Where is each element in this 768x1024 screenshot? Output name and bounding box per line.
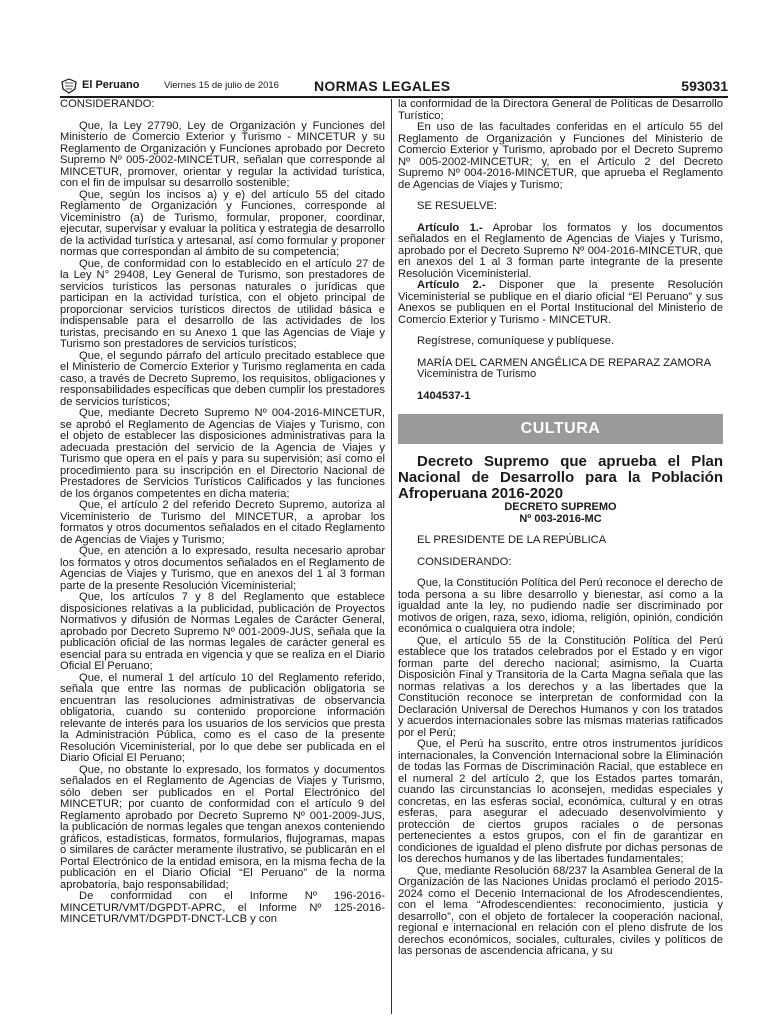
document-number: 1404537-1 (417, 389, 471, 402)
considerando-heading-2: CONSIDERANDO: (417, 555, 512, 568)
page-number: 593031 (681, 78, 728, 94)
signer-name: MARÍA DEL CARMEN ANGÉLICA DE REPARAZ ZAMORA (417, 356, 712, 369)
article-1 (398, 223, 723, 281)
coat-of-arms-icon (60, 78, 78, 94)
page-header (60, 78, 728, 98)
paragraph-continuation: la conformidad de la Directora General de Políticas de Desarrollo Turístico; (398, 99, 723, 122)
publication-name: El Peruano (82, 79, 140, 91)
paragraph: Que, el segundo párrafo del artículo precitado establece que el Ministerio de Comercio Exterior y Turismo reglamenta en cada caso, a través de Decreto Supremo, los requisitos, obligaciones y responsabilidades específicas que deben cumplir los prestadores de servicios turísticos; (60, 349, 385, 408)
paragraph: Que, el numeral 1 del artículo 10 del Reglamento referido, señala que entre las normas de publicación obligatoria se encuentran las resoluciones administrativas de observancia obligatoria, cuando su contenido proporcione información relevante de interés para los usuarios de los servicios que presta la Administración Pública, como es el caso de la presente Resolución Viceministerial, por lo que debe ser publicada en el Diario Oficial El Peruano; (60, 671, 385, 764)
resuelve-heading: SE RESUELVE: (417, 200, 497, 212)
decree-number (398, 502, 723, 525)
president-heading: EL PRESIDENTE DE LA REPÚBLICA (417, 534, 607, 546)
decree-code: Nº 003-2016-MC (519, 512, 602, 525)
article-2-label: Artículo 2.- (417, 279, 486, 291)
left-column (60, 99, 385, 1014)
signer-role: Viceministra de Turismo (417, 368, 537, 380)
paragraph: De conformidad con el Informe Nº 196-2016-MINCETUR/VMT/DGPDT-APRC, el Informe Nº 125-2016-MINCETUR/VMT/DGPDT-DNCT-LCB y con (60, 890, 385, 925)
paragraph: Que, la Constitución Política del Perú reconoce el derecho de toda persona a su libre desarrollo y bienestar, así como a la igualdad ante la ley, no pudiendo nadie ser discriminado por motivos de origen, raza, sexo, idioma, religión, opinión, condición económica o cualquiera otra índole; (398, 577, 723, 635)
section-banner-cultura: CULTURA (398, 414, 723, 444)
decree-label: DECRETO SUPREMO (504, 501, 617, 513)
paragraph: Que, el artículo 55 de la Constitución Política del Perú establece que los tratados celebrados por el Estado y en vigor forman parte del derecho nacional; asimismo, la Cuarta Disposición Final y Transitoria de la Carta Magna señala que las normas relativas a los derechos y a las libertades que la Constitución reconoce se interpretan de conformidad con la Declaración Universal de Derechos Humanos y con los tratados y acuerdos internacionales sobre las mismas materias ratificados por el Perú; (398, 634, 723, 739)
paragraph: Que, de conformidad con lo establecido en el artículo 27 de la Ley N° 29408, Ley General de Turismo, son prestadores de servicios turísticos las personas naturales o jurídicas que participan en la actividad turística, con el objeto principal de proporcionar servicios turísticos directos de utilidad básica e indispensable para el desarrollo de las actividades de los turistas, precisando en su Anexo 1 que las Agencias de Viaje y Turismo son prestadores de servicios turísticos; (60, 257, 385, 350)
paragraph: Que, mediante Decreto Supremo Nº 004-2016-MINCETUR, se aprobó el Reglamento de Agencias de Viajes y Turismo, con el objeto de establecer las disposiciones administrativas para la adecuada prestación del servicio de la Agencia de Viajes y Turismo que opera en el país y para su supervisión; así como el procedimiento para su inscripción en el Directorio Nacional de Prestadores de Servicios Turísticos Calificados y las funciones de los órganos competentes en dicha materia; (60, 407, 385, 500)
article-2-text: Disponer que la presente Resolución Viceministerial se publique en el diario oficial “El Peruano” y sus Anexos se publiquen en el Portal Institucional del Ministerio de Comercio Exterior y Turismo - MINCETUR. (398, 279, 723, 326)
decree-title: Decreto Supremo que aprueba el Plan Nacional de Desarrollo para la Población Afroperuana 2016-2020 (398, 453, 723, 502)
paragraph: Que, los artículos 7 y 8 del Reglamento que establece disposiciones relativas a la publicidad, publicación de Proyectos Normativos y difusión de Normas Legales de Carácter General, aprobado por Decreto Supremo Nº 001-2009-JUS, señala que la publicación oficial de las normas legales de carácter general es esencial para su entrada en vigencia y que se realiza en el Diario Oficial El Peruano; (60, 591, 385, 672)
paragraph: Que, el Perú ha suscrito, entre otros instrumentos jurídicos internacionales, la Convención Internacional sobre la Eliminación de todas las Formas de Discriminación Racial, que establece en el numeral 2 del artículo 2, que los Estados partes tomarán, cuando las circunstancias lo aconsejen, medidas especiales y concretas, en las esferas social, económica, cultural y en otras esferas, para asegurar el adecuado desenvolvimiento y protección de ciertos grupos raciales o de personas pertenecientes a estos grupos, con el fin de garantizar en condiciones de igualdad el pleno disfrute por dichas personas de los derechos humanos y de las libertades fundamentales; (398, 738, 723, 865)
paragraph: Que, no obstante lo expresado, los formatos y documentos señalados en el Reglamento de Agencias de Viajes y Turismo, sólo deben ser publicados en el Portal Electrónico del MINCETUR; por cuanto de conformidad con el artículo 9 del Reglamento aprobado por Decreto Supremo Nº 001-2009-JUS, la publicación de normas legales que tengan anexos conteniendo gráficos, estadísticas, formatos, formularios, flujogramas, mapas o similares de carácter meramente ilustrativo, se publicarán en el Portal Electrónico de la entidad emisora, en la misma fecha de la publicación en el Diario Oficial “El Peruano” de la norma aprobatoria, bajo responsabilidad; (60, 763, 385, 891)
considerando-heading: CONSIDERANDO: (60, 99, 155, 110)
right-column (398, 99, 723, 1014)
paragraph: En uso de las facultades conferidas en el artículo 55 del Reglamento de Organización y Funciones del Ministerio de Comercio Exterior y Turismo, aprobado por el Decreto Supremo Nº 005-2002-MINCETUR; y, en el Artículo 2 del Decreto Supremo Nº 004-2016-MINCETUR, que aprueba el Reglamento de Agencias de Viajes y Turismo; (398, 121, 723, 191)
paragraph: Que, el artículo 2 del referido Decreto Supremo, autoriza al Viceministerio de Turismo del MINCETUR, a aprobar los formatos y otros documentos señalados en el citado Reglamento de Agencias de Viajes y Turismo; (60, 499, 385, 546)
article-1-label: Artículo 1.- (417, 221, 483, 234)
paragraph: Que, según los incisos a) y e) del artículo 55 del citado Reglamento de Organización y Funciones, corresponde al Viceministro (a) de Turismo, formular, proponer, coordinar, ejecutar, supervisar y evaluar la política y estrategia de desarrollo de la actividad turística y artesanal, así como formular y proponer normas que correspondan al ámbito de su competencia; (60, 188, 385, 258)
article-1-text: Aprobar los formatos y los documentos señalados en el Reglamento de Agencias de Viajes y Turismo, aprobado por el Decreto Supremo Nº 004-2016-MINCETUR, que en anexos del 1 al 3 forman parte integrante de la presente Resolución Viceministerial. (398, 221, 723, 280)
paragraph: Que, en atención a lo expresado, resulta necesario aprobar los formatos y otros documentos señalados en el Reglamento de Agencias de Viajes y Turismo, que en anexos del 1 al 3 forman parte de la presente Resolución Viceministerial; (60, 545, 385, 592)
publication-date: Viernes 15 de julio de 2016 (164, 80, 279, 91)
closing-formula: Regístrese, comuníquese y publíquese. (417, 335, 615, 347)
section-title: NORMAS LEGALES (314, 78, 451, 94)
paragraph: Que, mediante Resolución 68/237 la Asamblea General de la Organización de las Naciones Unidas proclamó el periodo 2015-2024 como el Decenio Internacional de los Afrodescendientes, con el lema “Afrodescendientes: reconocimiento, justicia y desarrollo”, con el objeto de fortalecer la cooperación nacional, regional e internacional en relación con el pleno disfrute de los derechos económicos, sociales, culturales, civiles y políticos de las personas de ascendencia africana, y su (398, 864, 723, 957)
paragraph: Que, la Ley 27790, Ley de Organización y Funciones del Ministerio de Comercio Exterior y Turismo - MINCETUR y su Reglamento de Organización y Funciones aprobado por Decreto Supremo Nº 005-2002-MINCETUR, señalan que corresponde al MINCETUR, promover, orientar y regular la actividad turística, con el fin de impulsar su desarrollo sostenible; (60, 119, 385, 189)
article-2 (398, 280, 723, 326)
column-divider (391, 99, 392, 1014)
